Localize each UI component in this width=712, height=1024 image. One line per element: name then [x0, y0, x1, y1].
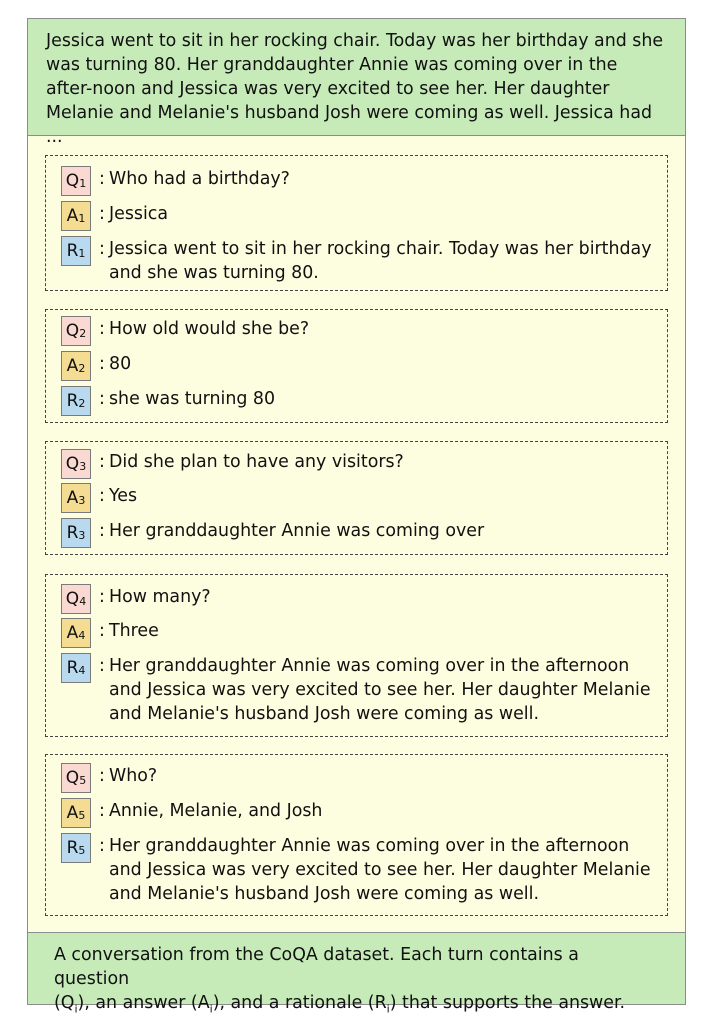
- answer-tag: $A_5$: [61, 798, 91, 828]
- question-row: [61, 166, 655, 196]
- question-row: [61, 449, 655, 479]
- question-row: [61, 316, 655, 346]
- separator: :: [99, 169, 105, 189]
- rationale-text: she was turning 80: [109, 389, 276, 409]
- separator: :: [99, 656, 105, 676]
- question-tag: $Q_4$: [61, 584, 91, 614]
- question-text: Who?: [109, 766, 158, 786]
- answer-tag: $A_3$: [61, 483, 91, 513]
- question-tag: $Q_1$: [61, 166, 91, 196]
- rationale-row: [61, 236, 655, 286]
- rationale-tag: $R_1$: [61, 236, 91, 266]
- answer-text: 80: [109, 354, 132, 374]
- caption-line-1: A conversation from the CoQA dataset. Each turn contains a question: [54, 945, 579, 989]
- figure-frame: [27, 18, 686, 1016]
- answer-row: [61, 618, 655, 648]
- separator: :: [99, 801, 105, 821]
- question-tag: $Q_3$: [61, 449, 91, 479]
- question-text: Did she plan to have any visitors?: [109, 452, 404, 472]
- turn-3: [45, 441, 668, 555]
- answer-tag: $A_4$: [61, 618, 91, 648]
- answer-row: [61, 483, 655, 513]
- answer-row: [61, 351, 655, 381]
- question-tag: $Q_5$: [61, 763, 91, 793]
- separator: :: [99, 766, 105, 786]
- turn-4: [45, 574, 668, 737]
- answer-tag: $A_1$: [61, 201, 91, 231]
- rationale-row: [61, 653, 655, 729]
- answer-tag: $A_2$: [61, 351, 91, 381]
- rationale-tag: $R_5$: [61, 833, 91, 863]
- separator: :: [99, 836, 105, 856]
- rationale-text: Her granddaughter Annie was coming over: [109, 521, 485, 541]
- separator: :: [99, 354, 105, 374]
- separator: :: [99, 452, 105, 472]
- answer-text: Three: [109, 621, 159, 641]
- turn-1: [45, 155, 668, 291]
- turn-2: [45, 309, 668, 423]
- answer-text: Annie, Melanie, and Josh: [109, 801, 323, 821]
- separator: :: [99, 587, 105, 607]
- separator: :: [99, 239, 105, 259]
- rationale-tag: $R_2$: [61, 386, 91, 416]
- separator: :: [99, 521, 105, 541]
- question-row: [61, 584, 655, 614]
- question-text: Who had a birthday?: [109, 169, 290, 189]
- rationale-row: [61, 518, 655, 548]
- rationale-text: Her granddaughter Annie was coming over in the afternoon and Jessica was very excited to see her. Her daughter Melanie and Melanie's husband Josh were coming as well.: [109, 656, 651, 724]
- answer-text: Yes: [109, 486, 138, 506]
- answer-row: [61, 798, 655, 828]
- question-text: How old would she be?: [109, 319, 310, 339]
- question-row: [61, 763, 655, 793]
- question-tag: $Q_2$: [61, 316, 91, 346]
- figure-caption: [28, 932, 685, 1016]
- turn-5: [45, 754, 668, 916]
- caption-line-2: $(Q_i)$, an answer $(A_i)$, and a rationale $(R_i)$ that supports the answer.: [54, 993, 626, 1016]
- rationale-text: Her granddaughter Annie was coming over in the afternoon and Jessica was very excited to see her. Her daughter Melanie and Melanie's husband Josh were coming as well.: [109, 836, 651, 904]
- separator: :: [99, 319, 105, 339]
- separator: :: [99, 389, 105, 409]
- rationale-row: [61, 833, 655, 909]
- rationale-tag: $R_4$: [61, 653, 91, 683]
- answer-text: Jessica: [109, 204, 168, 224]
- question-text: How many?: [109, 587, 211, 607]
- rationale-row: [61, 386, 655, 416]
- story-passage: Jessica went to sit in her rocking chair. Today was her birthday and she was turning 80. Her granddaughter Annie was coming over in the after-noon and Jessica was very excited to see her. Her daughter Melanie and Melanie's husband Josh were coming as well. Jessica had ...: [28, 19, 685, 136]
- separator: :: [99, 621, 105, 641]
- separator: :: [99, 486, 105, 506]
- separator: :: [99, 204, 105, 224]
- answer-row: [61, 201, 655, 231]
- rationale-tag: $R_3$: [61, 518, 91, 548]
- rationale-text: Jessica went to sit in her rocking chair. Today was her birthday and she was turning 80.: [109, 239, 652, 283]
